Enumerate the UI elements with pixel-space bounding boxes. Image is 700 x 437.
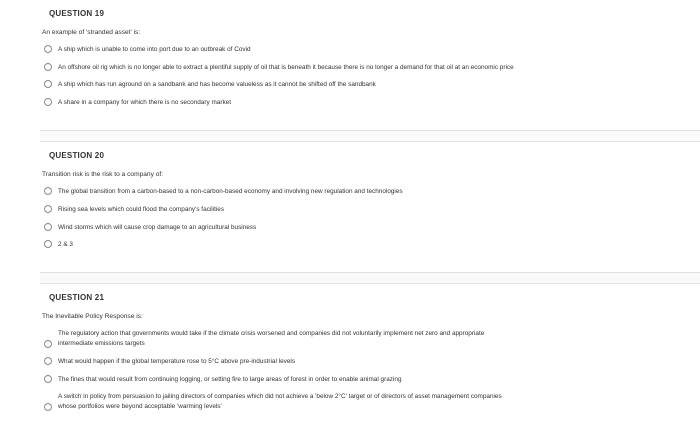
question-19-header [40, 0, 700, 32]
radio-button[interactable] [44, 375, 52, 383]
answer-option[interactable] [44, 45, 684, 55]
radio-button[interactable] [44, 63, 52, 71]
radio-button[interactable] [44, 223, 52, 231]
answer-option-label: A ship which is unable to come into port due to an outbreak of Covid [58, 46, 251, 53]
answer-option[interactable] [44, 329, 684, 349]
radio-button[interactable] [44, 205, 52, 213]
question-title: QUESTION 20 [49, 151, 105, 160]
radio-button[interactable] [44, 357, 52, 365]
question-21-header [40, 283, 700, 315]
question-spacer [40, 273, 700, 283]
answer-option-label: Wind storms which will cause crop damage to an agricultural business [58, 224, 257, 231]
answer-option-label: The fines that would result from continuing logging, or setting fire to large areas of forest in order to enable animal grazing [58, 376, 402, 383]
question-prompt: The Inevitable Policy Response is: [42, 313, 143, 320]
question-title: QUESTION 19 [49, 9, 105, 18]
question-spacer [40, 131, 700, 141]
answer-option-label: A switch in policy from persuasion to jailing directors of companies which did not achieve a 'below 2°C' target or of directors of asset management companies [58, 393, 502, 400]
answer-option[interactable] [44, 98, 684, 108]
answer-option[interactable] [44, 375, 684, 385]
radio-button[interactable] [44, 187, 52, 195]
answer-option[interactable] [44, 357, 684, 367]
answer-option[interactable] [44, 80, 684, 90]
answer-option-label: What would happen if the global temperature rose to 5°C above pre-industrial levels [58, 358, 296, 365]
radio-button[interactable] [44, 45, 52, 53]
answer-option-label: Rising sea levels which could flood the company's facilities [58, 206, 225, 213]
answer-option[interactable] [44, 205, 684, 215]
answer-option-label: A ship which has run aground on a sandbank and has become valueless as it cannot be shifted off the sandbank [58, 81, 376, 88]
answer-option[interactable] [44, 223, 684, 233]
question-prompt: Transition risk is the risk to a company of: [42, 171, 164, 178]
answer-option-label-continued: intermediate emissions targets [58, 340, 145, 347]
answer-option[interactable] [44, 63, 684, 73]
radio-button[interactable] [44, 340, 52, 348]
answer-option[interactable] [44, 187, 684, 197]
question-20-header [40, 141, 700, 173]
radio-button[interactable] [44, 80, 52, 88]
answer-option-label: A share in a company for which there is no secondary market [58, 99, 231, 106]
answer-option-label: The global transition from a carbon-based to a non-carbon-based economy and involving new regulation and technologies [58, 188, 403, 195]
radio-button[interactable] [44, 403, 52, 411]
answer-option[interactable] [44, 392, 684, 412]
radio-button[interactable] [44, 240, 52, 248]
answer-option-label: An offshore oil rig which is no longer able to extract a plentiful supply of oil that is beneath it because there is no longer a demand for that oil at an economic price [58, 64, 514, 71]
question-title: QUESTION 21 [49, 293, 105, 302]
radio-button[interactable] [44, 98, 52, 106]
answer-option-label: The regulatory action that governments would take if the climate crisis worsened and companies did not voluntarily implement net zero and appropriate [58, 330, 485, 337]
answer-option-label-continued: whose portfolios were beyond acceptable 'warming levels' [58, 403, 222, 410]
question-prompt: An example of 'stranded asset' is: [42, 29, 141, 36]
answer-option[interactable] [44, 240, 684, 250]
answer-option-label: 2 & 3 [58, 241, 73, 248]
